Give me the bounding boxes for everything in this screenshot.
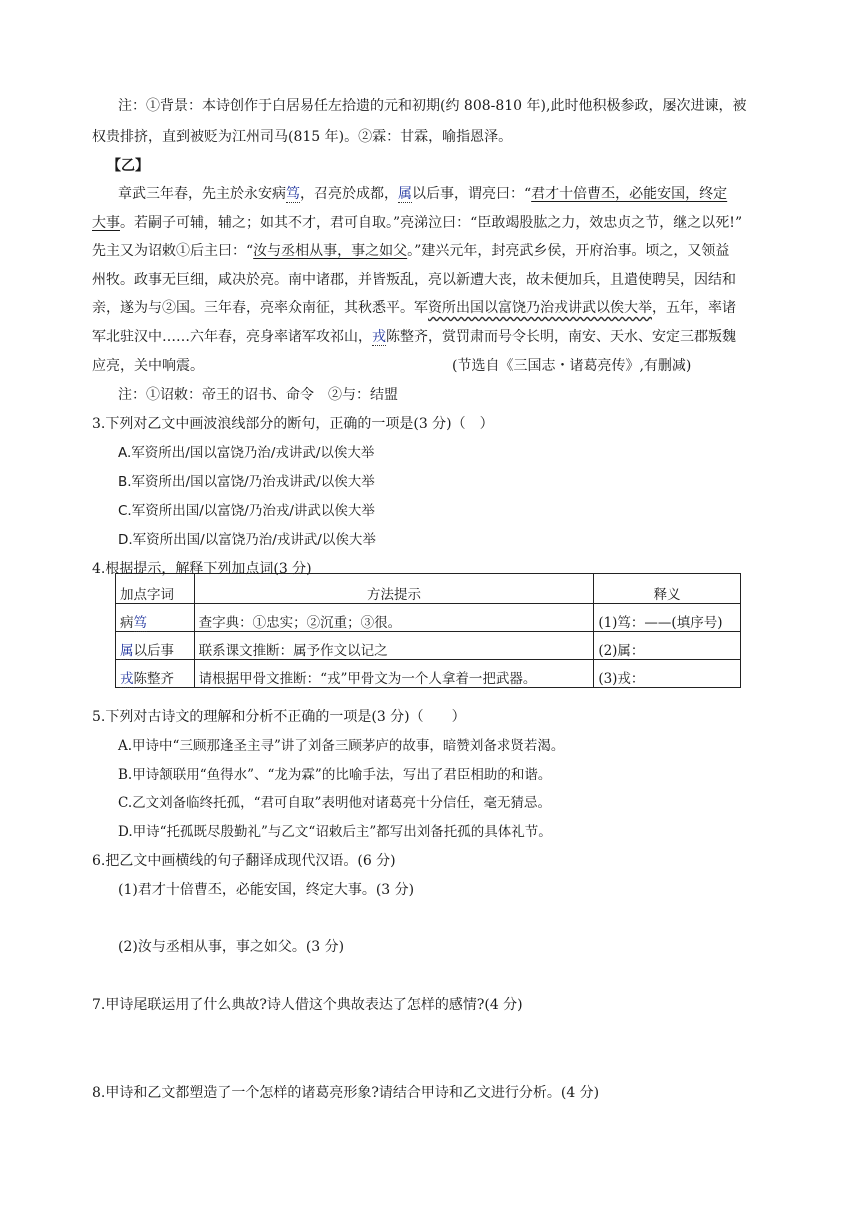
passage-text: ，五年，率诸 (652, 300, 736, 316)
q3-option-b: B.军资所出/国以富饶/乃治戎讲武/以俟大举 (118, 474, 375, 490)
underlined-sentence-1: 君才十倍曹丕，必能安国，终定 (531, 186, 728, 202)
q5-option-b: B.甲诗颔联用“鱼得水”、“龙为霖”的比喻手法，写出了君臣相助的和谐。 (118, 767, 552, 783)
passage-text: 。”建兴元年，封亮武乡侯，开府治事。顷之，又领益 (407, 243, 730, 259)
q5-stem: 5.下列对古诗文的理解和分析不正确的一项是(3 分)（ ） (92, 709, 466, 725)
underlined-sentence-1-end: 大事 (92, 215, 120, 231)
passage-text: 。若嗣子可辅，辅之；如其不才，君可自取。”亮涕泣曰：“臣敢竭股肱之力，效忠贞之节，继之以死!” (120, 215, 743, 231)
word-text: 陈整齐 (133, 671, 174, 687)
table-cell-answer[interactable]: (2)属： (594, 632, 741, 660)
table-cell-hint: 联系课文推断：属予作文以记之 (194, 632, 594, 660)
table-cell-hint: 请根据甲骨文推断：“戎”甲骨文为一个人拿着一把武器。 (194, 660, 594, 688)
section-yi-heading: 【乙】 (107, 158, 149, 174)
word-text: 病 (120, 615, 134, 631)
passage-text: ，召亮於成都， (300, 186, 398, 202)
passage-text: 军北驻汉中……六年春，亮身率诸军攻祁山， (92, 329, 372, 345)
q4-stem: 4.根据提示，解释下列加点词(3 分) (92, 561, 312, 577)
dotted-word: 戎 (120, 671, 134, 687)
table-header-row (116, 574, 741, 604)
passage-text: 以后事，谓亮曰：“ (412, 186, 532, 202)
passage-line-7: 应亮，关中响震。 (92, 358, 204, 374)
q6-stem: 6.把乙文中画横线的句子翻译成现代汉语。(6 分) (92, 853, 396, 869)
wavy-underlined-phrase: 资所出国以富饶乃治戎讲武以俟大举 (428, 300, 652, 316)
passage-text: 亲，遂为与②国。三年春，亮率众南征，其秋悉平。军 (92, 300, 428, 316)
q5-option-d: D.甲诗“托孤既尽殷勤礼”与乙文“诏敕后主”都写出刘备托孤的具体礼节。 (118, 824, 552, 840)
note-jia-line2: 权贵排挤，直到被贬为江州司马(815 年)。②霖：甘霖，喻指恩泽。 (92, 129, 513, 145)
q4-hint-table (115, 573, 741, 688)
table-row (116, 660, 741, 688)
q8-stem: 8.甲诗和乙文都塑造了一个怎样的诸葛亮形象?请结合甲诗和乙文进行分析。(4 分) (92, 1085, 600, 1101)
q6-sub1: (1)君才十倍曹丕，必能安国，终定大事。(3 分) (118, 882, 415, 898)
word-text: 以后事 (133, 643, 174, 659)
table-cell-word (116, 660, 195, 688)
underlined-sentence-2: 汝与丞相从事，事之如父 (253, 243, 408, 259)
table-cell-answer[interactable]: (3)戎： (594, 660, 741, 688)
passage-line-1 (118, 184, 727, 204)
table-header-word: 加点字词 (116, 574, 195, 604)
dotted-word: 属 (120, 643, 134, 659)
passage-text: 章武三年春，先主於永安病 (118, 186, 286, 202)
table-cell-hint: 查字典：①忠实；②沉重；③很。 (194, 604, 594, 632)
note-yi: 注：①诏敕：帝王的诏书、命令 ②与：结盟 (118, 387, 398, 403)
table-cell-word (116, 604, 195, 632)
q3-option-d: D.军资所出国/以富饶乃治/戎讲武/以俟大举 (118, 532, 376, 548)
table-cell-word (116, 632, 195, 660)
table-row (116, 632, 741, 660)
dotted-word-du: 笃 (286, 186, 300, 202)
passage-line-6 (92, 327, 736, 347)
table-header-hint: 方法提示 (194, 574, 594, 604)
table-row (116, 604, 741, 632)
passage-line-3 (92, 241, 729, 261)
q7-stem: 7.甲诗尾联运用了什么典故?诗人借这个典故表达了怎样的感情?(4 分) (92, 997, 523, 1013)
passage-line-4: 州牧。政事无巨细，咸决於亮。南中诸郡，并皆叛乱，亮以新遭大丧，故未便加兵，且遣使聘吴，因结和 (92, 272, 736, 288)
q3-stem: 3.下列对乙文中画波浪线部分的断句，正确的一项是(3 分)（ ） (92, 416, 494, 432)
passage-source: (节选自《三国志・诸葛亮传》,有删减) (452, 358, 692, 374)
dotted-word: 笃 (133, 615, 147, 631)
note-jia-line1: 注：①背景：本诗创作于白居易任左拾遗的元和初期(约 808-810 年),此时他积极参政，屡次进谏，被 (118, 98, 747, 114)
q3-option-c: C.军资所出国/以富饶/乃治戎/讲武以俟大举 (118, 503, 375, 519)
q5-option-a: A.甲诗中“三顾那逢圣主寻”讲了刘备三顾茅庐的故事，暗赞刘备求贤若渴。 (118, 738, 565, 754)
passage-text: 先主又为诏敕①后主曰：“ (92, 243, 254, 259)
q5-option-c: C.乙文刘备临终托孤，“君可自取”表明他对诸葛亮十分信任，毫无猜忌。 (118, 795, 551, 811)
dotted-word-zhu: 属 (398, 186, 412, 202)
passage-line-5 (92, 298, 736, 318)
table-cell-answer[interactable]: (1)笃：——(填序号) (594, 604, 741, 632)
table-header-meaning: 释义 (594, 574, 741, 604)
q3-option-a: A.军资所出/国以富饶乃治/戎讲武/以俟大举 (118, 445, 375, 461)
dotted-word-rong: 戎 (372, 329, 386, 345)
passage-line-2 (92, 213, 742, 233)
passage-text: 陈整齐，赏罚肃而号令长明，南安、天水、安定三郡叛魏 (386, 329, 736, 345)
q6-sub2: (2)汝与丞相从事，事之如父。(3 分) (118, 939, 345, 955)
